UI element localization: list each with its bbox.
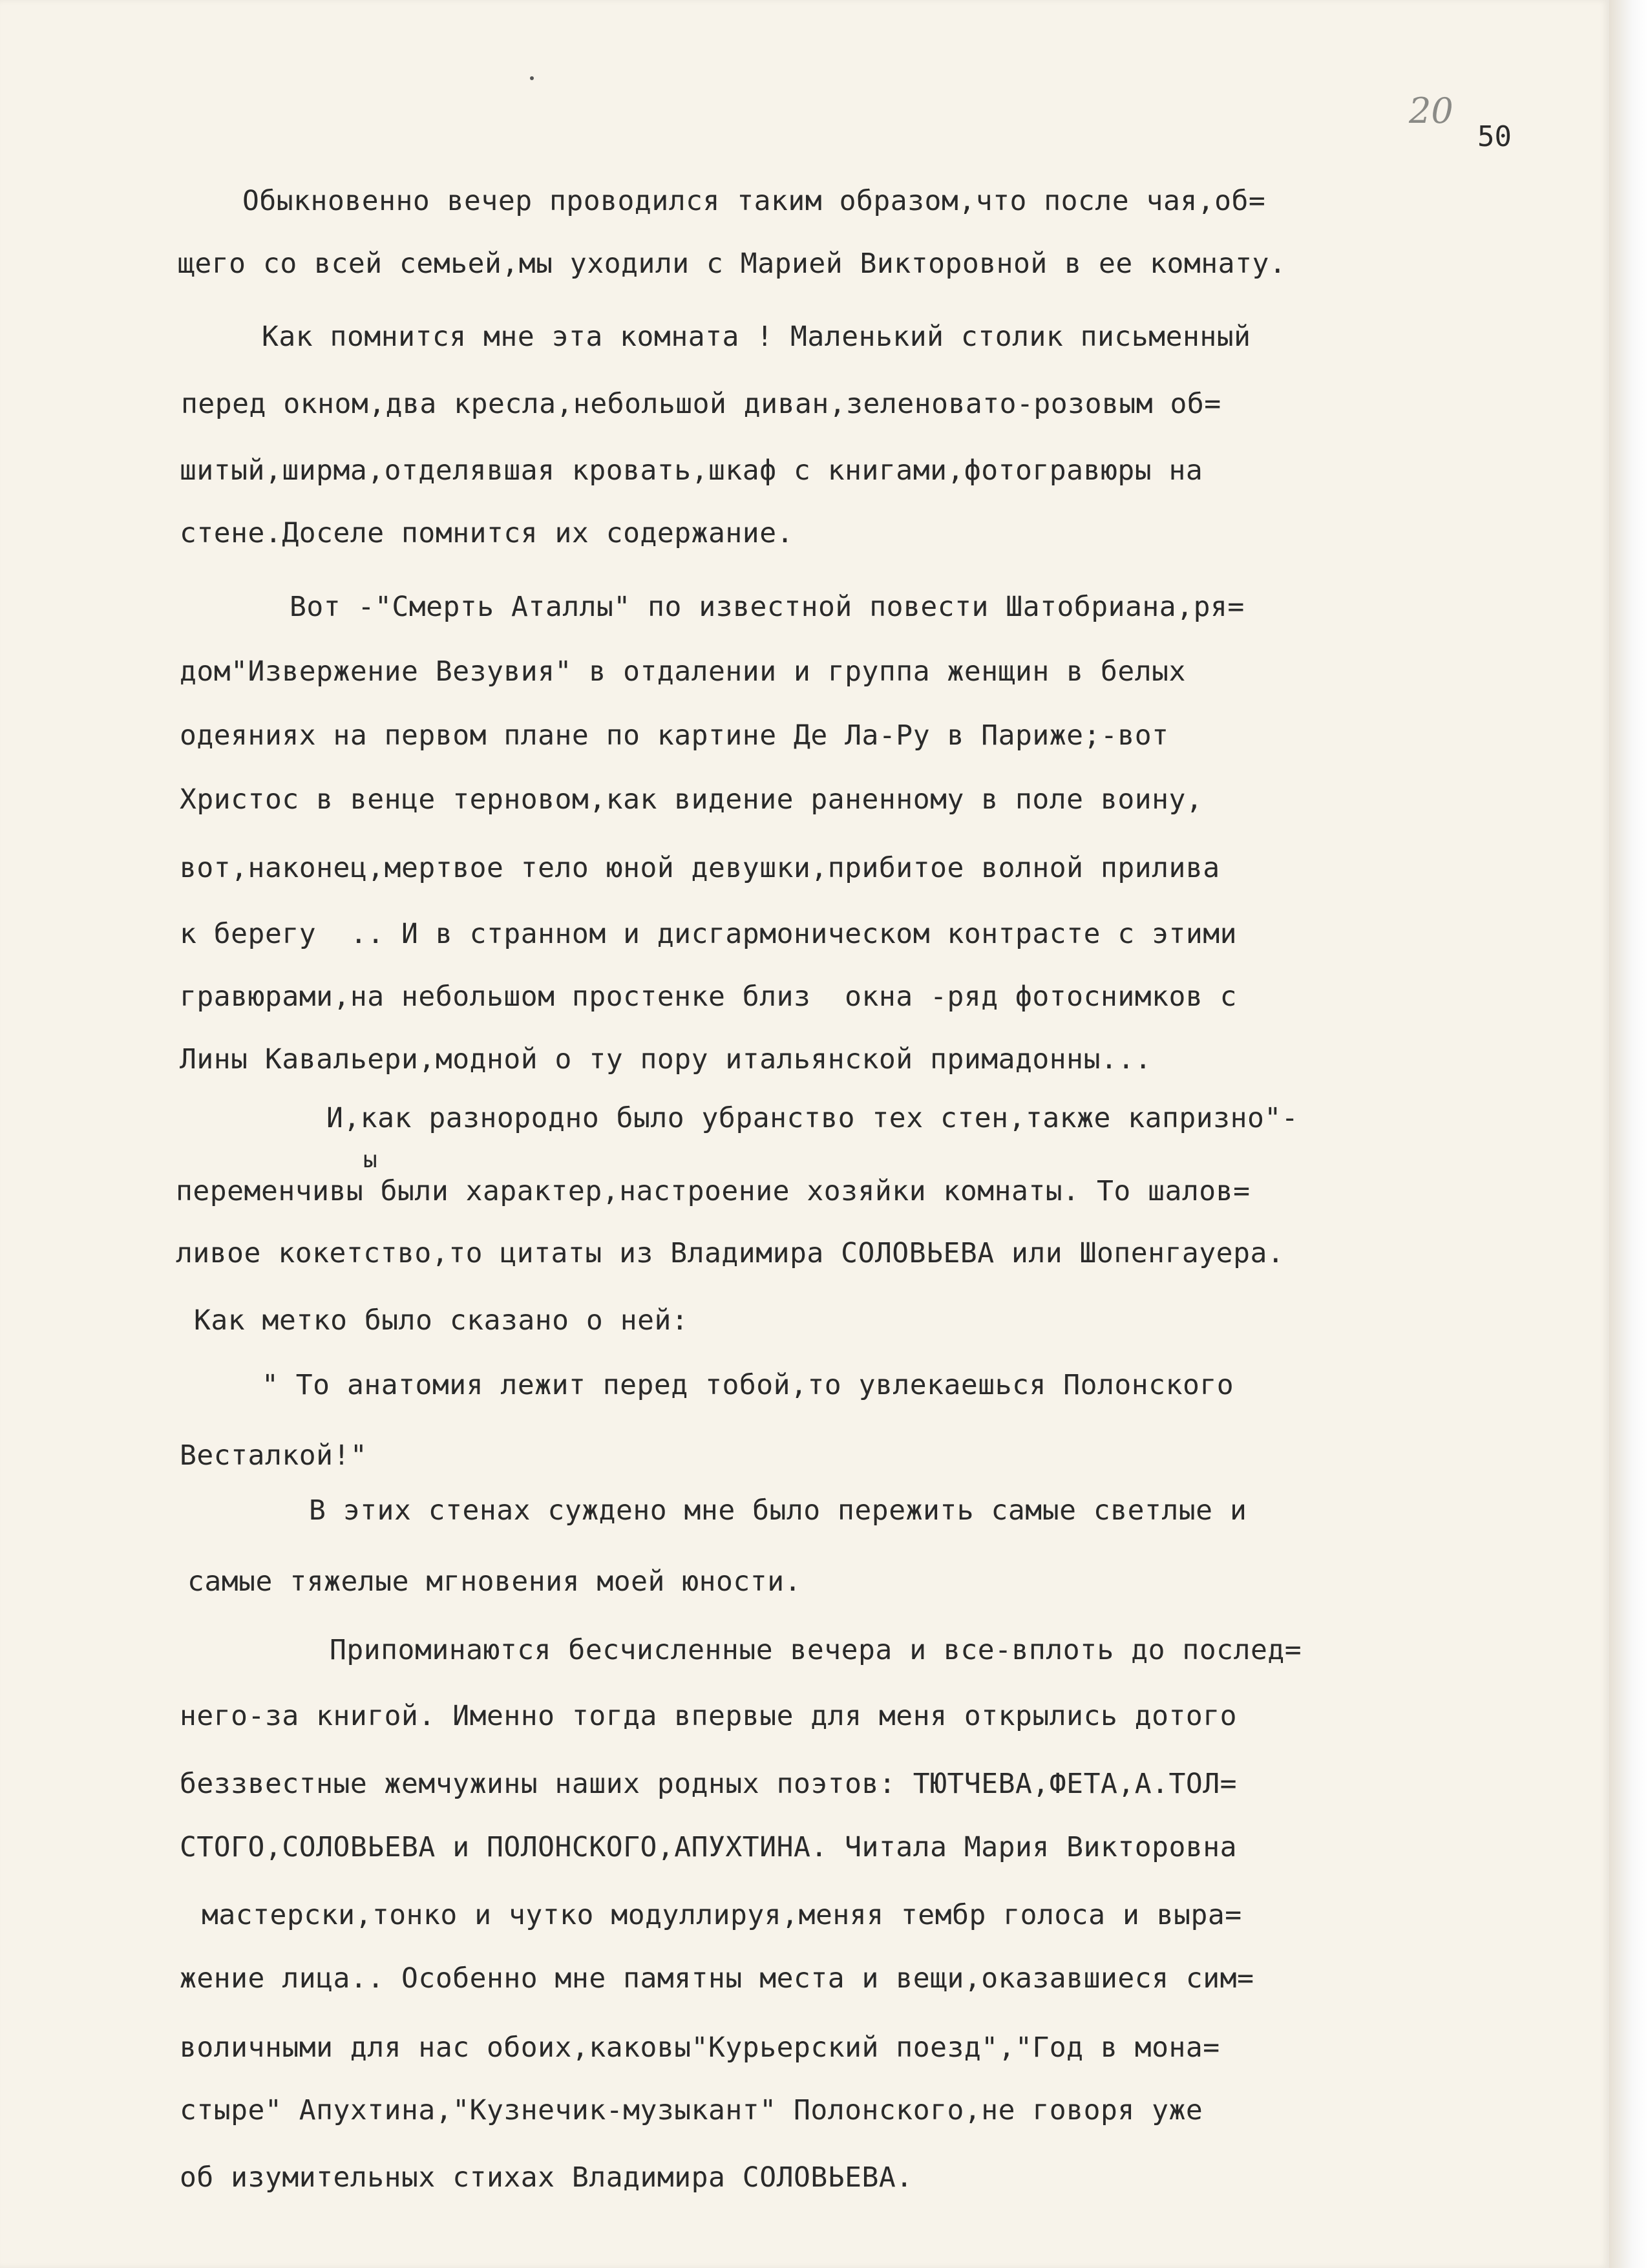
text-line: стыре" Апухтина,"Кузнечик-музыкант" Полонского,не говоря уже [180, 2094, 1203, 2126]
text-line: Обыкновенно вечер проводился таким образом,что после чая,об= [242, 185, 1266, 217]
text-line: Припоминаются бесчисленные вечера и все-вплоть до послед= [330, 1634, 1302, 1666]
text-line: И,как разнородно было убранство тех стен,также капризно"- [326, 1102, 1299, 1134]
text-line: Христос в венце терновом,как видение раненному в поле воину, [180, 783, 1203, 816]
pencil-page-note: 20 [1409, 90, 1453, 131]
text-line: стене.Доселе помнится их содержание. [180, 517, 794, 549]
text-line: него-за книгой. Именно тогда впервые для меня открылись дотого [180, 1700, 1238, 1732]
text-line: воличными для нас обоих,каковы"Курьерский поезд","Год в мона= [180, 2031, 1220, 2064]
text-line: дом"Извержение Везувия" в отдалении и группа женщин в белых [180, 655, 1186, 688]
page-number: 50 [1477, 120, 1512, 153]
text-line: Вот -"Смерть Аталлы" по известной повести Шатобриана,ря= [290, 591, 1245, 623]
text-line: " То анатомия лежит перед тобой,то увлекаешься Полонского [262, 1369, 1234, 1401]
text-line: переменчивы были характер,настроение хозяйки комнаты. То шалов= [176, 1175, 1251, 1207]
text-line: мастерски,тонко и чутко модуллируя,меняя тембр голоса и выра= [202, 1899, 1242, 1931]
handwritten-correction: ы [363, 1147, 378, 1173]
text-line: вот,наконец,мертвое тело юной девушки,прибитое волной прилива [180, 852, 1220, 884]
text-line: перед окном,два кресла,небольшой диван,зеленовато-розовым об= [181, 388, 1221, 420]
page-edge [1609, 0, 1648, 2268]
ink-speck [530, 76, 534, 80]
text-line: об изумительных стихах Владимира СОЛОВЬЕВА. [180, 2161, 913, 2194]
text-line: Как метко было сказано о ней: [194, 1304, 689, 1337]
text-line: Весталкой!" [180, 1439, 368, 1472]
text-line: гравюрами,на небольшом простенке близ окна -ряд фотоснимков с [180, 980, 1238, 1013]
text-line: щего со всей семьей,мы уходили с Марией Викторовной в ее комнату. [178, 248, 1287, 280]
text-line: шитый,ширма,отделявшая кровать,шкаф с книгами,фотогравюры на [180, 454, 1203, 487]
text-line: Как помнится мне эта комната ! Маленький столик письменный [262, 321, 1251, 353]
text-line: СТОГО,СОЛОВЬЕВА и ПОЛОНСКОГО,АПУХТИНА. Читала Мария Викторовна [180, 1831, 1238, 1863]
text-line: В этих стенах суждено мне было пережить самые светлые и [309, 1494, 1247, 1527]
text-line: самые тяжелые мгновения моей юности. [187, 1565, 801, 1598]
text-line: ливое кокетство,то цитаты из Владимира СОЛОВЬЕВА или Шопенгауера. [176, 1237, 1285, 1269]
text-line: к берегу .. И в странном и дисгармоническом контрасте с этими [180, 918, 1238, 950]
text-line: Лины Кавальери,модной о ту пору итальянской примадонны... [180, 1043, 1152, 1076]
text-line: жение лица.. Особенно мне памятны места и вещи,оказавшиеся сим= [180, 1962, 1254, 1995]
text-line: одеяниях на первом плане по картине Де Ла-Ру в Париже;-вот [180, 719, 1169, 752]
text-line: беззвестные жемчужины наших родных поэтов: ТЮТЧЕВА,ФЕТА,А.ТОЛ= [180, 1768, 1238, 1800]
